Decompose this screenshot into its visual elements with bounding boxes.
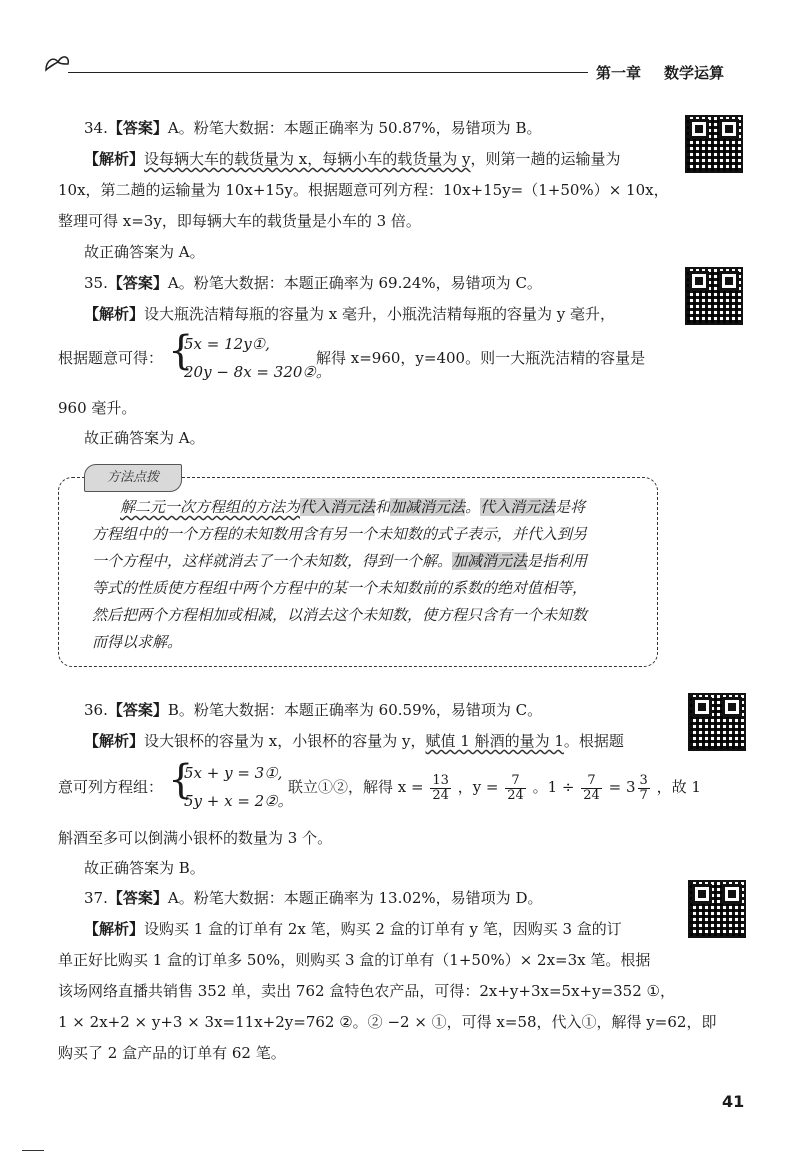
q37-analysis-text: 设购买 1 盒的订单有 2x 笔，购买 2 盒的订单有 y 笔，因购买 3 盒的订 [144, 920, 622, 938]
method-tip-line-4: 等式的性质使方程组中两个方程中的某一个未知数前的系数的绝对值相等， [92, 579, 588, 597]
q37-analysis-line-1 [84, 919, 622, 939]
q36-mid1: 联立①②，解得 x = [288, 778, 424, 796]
qr-code-q34[interactable] [685, 115, 743, 173]
q36-conclusion: 故正确答案为 B。 [84, 859, 205, 877]
q35-analysis-label: 【解析】 [84, 305, 145, 323]
q35-answer-line [84, 273, 542, 293]
q36-number: 36. [84, 701, 108, 719]
q36-frac-x [430, 774, 451, 803]
tip-l3-c: 是指利用 [527, 552, 588, 570]
q36-tail: ，故 1 [656, 778, 701, 796]
q36-frac-y [505, 774, 526, 803]
method-tip-line-1 [120, 496, 585, 518]
q36-eq1: 5x + y = 3①, [184, 764, 283, 782]
q35-eq2: 20y − 8x = 320②。 [184, 363, 331, 381]
q35-analysis-line-3: 960 毫升。 [58, 399, 137, 417]
header-rule [68, 72, 588, 73]
q35-answer-label: 【答案】 [107, 274, 168, 292]
tip-l1-a: 解二元一次方程组的方法为 [120, 498, 301, 516]
q37-analysis-label: 【解析】 [84, 920, 145, 938]
q35-analysis-text: 设大瓶洗洁精每瓶的容量为 x 毫升，小瓶洗洁精每瓶的容量为 y 毫升， [144, 305, 616, 323]
qr-code-q37[interactable] [688, 880, 746, 938]
q34-analysis-line-3: 整理可得 x=3y，即每辆大车的载货量是小车的 3 倍。 [58, 212, 421, 230]
q36-analysis-wavy: 赋值 1 斛酒的量为 1 [425, 732, 564, 750]
header-chapter: 第一章 [596, 64, 642, 82]
q36-frac-div-num: 7 [581, 774, 602, 789]
q35-solve: 解得 x=960，y=400。则一大瓶洗洁精的容量是 [316, 349, 646, 367]
tip-l1-c: 和 [375, 498, 391, 516]
tip-l1-f: 代入消元法 [480, 498, 556, 516]
q35-equation-lead: 根据题意可得： [58, 349, 164, 367]
q36-frac-div [581, 774, 602, 803]
q35-conclusion: 故正确答案为 A。 [84, 429, 205, 447]
q36-analysis-label: 【解析】 [84, 732, 145, 750]
footer-rule [22, 1150, 44, 1151]
q36-eq2: 5y + x = 2②。 [184, 792, 293, 810]
q36-frac-x-den: 24 [432, 787, 449, 803]
q36-answer-line [84, 700, 542, 720]
leaf-icon [42, 52, 72, 74]
qr-code-q35[interactable] [685, 267, 743, 325]
tip-l1-e: 。 [465, 498, 481, 516]
q37-analysis-line-3: 该场网络直播共销售 352 单，卖出 762 盒特色农产品，可得：2x+y+3x=5x+y=352 ①， [58, 982, 675, 1000]
q36-analysis-a: 设大银杯的容量为 x，小银杯的容量为 y， [144, 732, 426, 750]
q36-answer-label: 【答案】 [107, 701, 168, 719]
tip-l3-b: 加减消元法 [452, 552, 528, 570]
q34-number: 34. [84, 119, 108, 137]
q34-answer-text: A。粉笔大数据：本题正确率为 50.87%，易错项为 B。 [167, 119, 542, 137]
q37-analysis-line-2: 单正好比购买 1 盒的订单多 50%，则购买 3 盒的订单有（1+50%）× 2x=3x 笔。根据 [58, 951, 651, 969]
q36-frac-result-den: 7 [639, 787, 648, 803]
q34-conclusion: 故正确答案为 A。 [84, 243, 205, 261]
q36-equation-lead: 意可列方程组： [58, 778, 164, 796]
q37-analysis-line-5: 购买了 2 盒产品的订单有 62 笔。 [58, 1044, 286, 1062]
q35-analysis-line-1 [84, 304, 615, 324]
q37-answer-label: 【答案】 [107, 889, 168, 907]
tip-l1-d: 加减消元法 [390, 498, 466, 516]
q35-brace: { [168, 328, 194, 374]
q37-answer-text: A。粉笔大数据：本题正确率为 13.02%，易错项为 D。 [167, 889, 543, 907]
method-tip-line-5: 然后把两个方程相加或相减，以消去这个未知数，使方程只含有一个未知数 [92, 606, 588, 624]
q34-analysis-label: 【解析】 [84, 150, 145, 168]
q36-frac-result [638, 774, 650, 803]
method-tip-line-2: 方程组中的一个方程的未知数用含有另一个未知数的式子表示，并代入到另 [92, 525, 588, 543]
q35-eq1: 5x = 12y①, [184, 335, 270, 353]
q36-answer-text: B。粉笔大数据：本题正确率为 60.59%，易错项为 C。 [167, 701, 543, 719]
tip-l3-a: 一个方程中，这样就消去了一个未知数，得到一个解。 [92, 552, 453, 570]
q34-analysis-line-2: 10x，第二趟的运输量为 10x+15y。根据题意可列方程：10x+15y=（1+50%）× 10x， [58, 181, 669, 199]
qr-code-q36[interactable] [688, 693, 746, 751]
q36-mid2: ，y = [457, 778, 499, 796]
q34-answer-label: 【答案】 [107, 119, 168, 137]
q34-analysis-wavy: 设每辆大车的载货量为 x，每辆小车的载货量为 y [144, 150, 471, 168]
q36-analysis-line-1 [84, 731, 624, 751]
q34-answer-line [84, 118, 541, 138]
q35-number: 35. [84, 274, 108, 292]
method-tip-line-6: 而得以求解。 [92, 633, 183, 651]
page-number: 41 [722, 1092, 745, 1111]
q36-frac-result-num: 3 [639, 772, 648, 788]
header-section: 数学运算 [664, 64, 725, 82]
q36-analysis-line-3: 斛酒至多可以倒满小银杯的数量为 3 个。 [58, 829, 333, 847]
q36-frac-x-num: 13 [432, 772, 449, 788]
q36-frac-y-num: 7 [505, 774, 526, 789]
q36-brace: { [168, 757, 194, 803]
method-tip-line-3 [92, 550, 587, 572]
q35-answer-text: A。粉笔大数据：本题正确率为 69.24%，易错项为 C。 [167, 274, 542, 292]
tip-l1-b: 代入消元法 [300, 498, 376, 516]
q36-frac-y-den: 24 [507, 787, 524, 803]
q36-mid3: 。1 ÷ [532, 778, 575, 796]
q37-analysis-line-4: 1 × 2x+2 × y+3 × 3x=11x+2y=762 ②。② −2 × ①，可得 x=58，代入①，解得 y=62，即 [58, 1013, 717, 1031]
q37-answer-line [84, 888, 542, 908]
method-tip-title: 方法点拨 [84, 464, 182, 492]
q34-analysis-rest: ，则第一趟的运输量为 [470, 150, 621, 168]
q36-mid4: = 3 [608, 778, 636, 796]
q37-number: 37. [84, 889, 108, 907]
q36-frac-div-den: 24 [583, 787, 600, 803]
q34-analysis-line-1 [84, 149, 621, 169]
tip-l1-g: 是将 [555, 498, 586, 516]
q36-solution [288, 768, 701, 806]
q36-analysis-c: 。根据题 [563, 732, 624, 750]
